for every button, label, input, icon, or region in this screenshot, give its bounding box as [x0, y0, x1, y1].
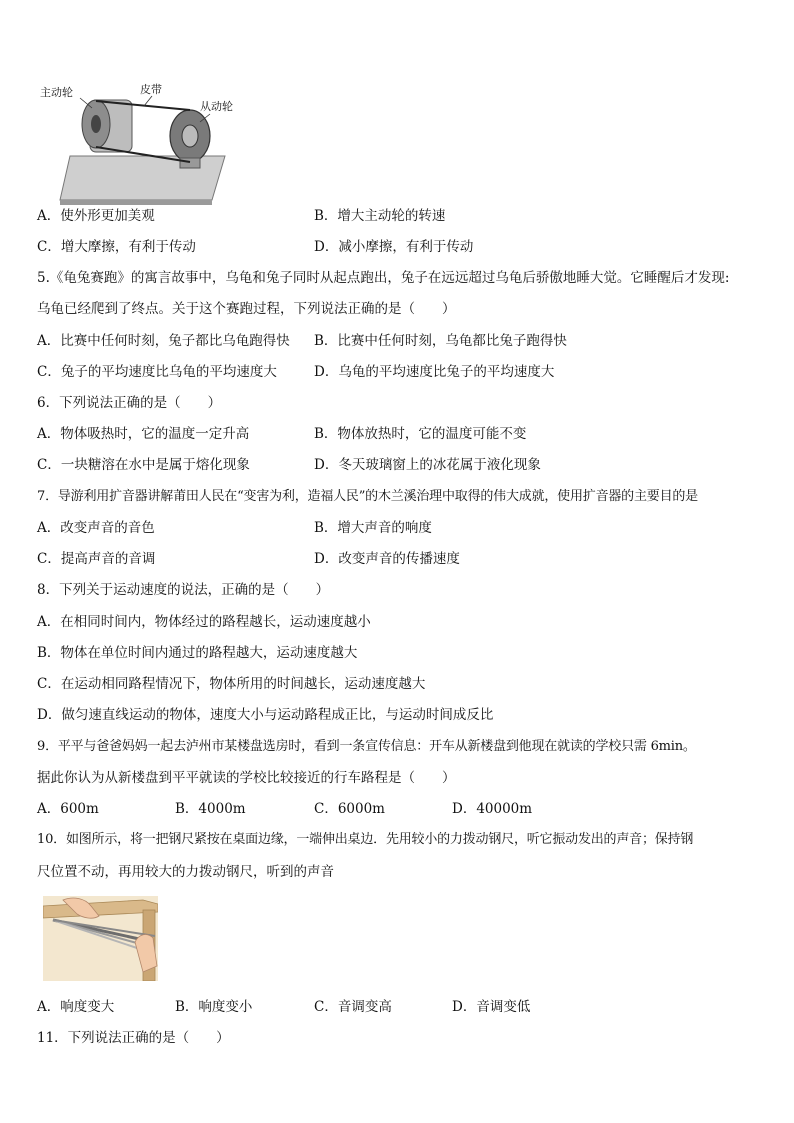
- q7-stem: 7．导游利用扩音器讲解莆田人民在“变害为利，造福人民”的木兰溪治理中取得的伟大成就，使用扩音器的主要目的是: [37, 489, 698, 504]
- q4-option-d: D．减小摩擦，有利于传动: [314, 239, 474, 255]
- q6-option-a: A．物体吸热时，它的温度一定升高: [37, 426, 250, 442]
- q5-stem-line1: 5.《龟兔赛跑》的寓言故事中，乌龟和兔子同时从起点跑出，兔子在远远超过乌龟后骄傲地睡大觉。它睡醒后才发现:: [37, 270, 730, 286]
- q5-option-d: D．乌龟的平均速度比兔子的平均速度大: [314, 364, 555, 380]
- q5-option-b: B．比赛中任何时刻，乌龟都比兔子跑得快: [314, 333, 567, 349]
- q8-stem: 8．下列关于运动速度的说法，正确的是（ ）: [37, 582, 330, 598]
- q4-option-b: B．增大主动轮的转速: [314, 208, 446, 224]
- q10-option-c: C．音调变高: [314, 999, 392, 1015]
- q7-option-c: C．提高声音的音调: [37, 551, 156, 567]
- q6-stem: 6．下列说法正确的是（ ）: [37, 395, 222, 411]
- label-belt: 皮带: [140, 83, 162, 96]
- q5-stem-line2: 乌龟已经爬到了终点。关于这个赛跑过程，下列说法正确的是（ ）: [37, 301, 456, 317]
- q8-option-a: A．在相同时间内，物体经过的路程越长，运动速度越小: [37, 614, 371, 630]
- q7-option-d: D．改变声音的传播速度: [314, 551, 460, 567]
- q9-option-c: C．6000m: [314, 801, 385, 817]
- q10-option-b: B．响度变小: [175, 999, 253, 1015]
- q5-option-c: C．兔子的平均速度比乌龟的平均速度大: [37, 364, 277, 380]
- q7-option-b: B．增大声音的响度: [314, 520, 432, 536]
- q11-stem: 11．下列说法正确的是（ ）: [37, 1030, 230, 1046]
- ruler-on-table-figure: [43, 896, 158, 981]
- q9-option-b: B．4000m: [175, 801, 246, 817]
- q6-option-b: B．物体放热时，它的温度可能不变: [314, 426, 527, 442]
- q7-option-a: A．改变声音的音色: [37, 520, 155, 536]
- q8-option-c: C．在运动相同路程情况下，物体所用的时间越长，运动速度越大: [37, 676, 426, 692]
- label-driver-wheel: 主动轮: [40, 86, 73, 99]
- q8-option-b: B．物体在单位时间内通过的路程越大，运动速度越大: [37, 645, 358, 661]
- q10-option-a: A．响度变大: [37, 999, 115, 1015]
- label-driven-wheel: 从动轮: [200, 100, 233, 113]
- belt-drive-figure: [40, 78, 240, 208]
- q4-option-a: A．使外形更加美观: [37, 208, 155, 224]
- q9-stem-line2: 据此你认为从新楼盘到平平就读的学校比较接近的行车路程是（ ）: [37, 770, 456, 786]
- q8-option-d: D．做匀速直线运动的物体，速度大小与运动路程成正比，与运动时间成反比: [37, 707, 494, 723]
- q6-option-d: D．冬天玻璃窗上的冰花属于液化现象: [314, 457, 541, 473]
- q9-option-a: A．600m: [37, 801, 99, 817]
- q6-option-c: C．一块糖溶在水中是属于熔化现象: [37, 457, 250, 473]
- q9-stem-line1: 9．平平与爸爸妈妈一起去泸州市某楼盘选房时，看到一条宣传信息：开车从新楼盘到他现在就读的学校只需 6min。: [37, 739, 696, 754]
- q10-option-d: D．音调变低: [452, 999, 531, 1015]
- q5-option-a: A．比赛中任何时刻，兔子都比乌龟跑得快: [37, 333, 290, 349]
- q9-option-d: D．40000m: [452, 801, 533, 817]
- q10-stem-line1: 10．如图所示，将一把钢尺紧按在桌面边缘，一端伸出桌边．先用较小的力拨动钢尺，听它振动发出的声音；保持钢: [37, 832, 694, 847]
- q4-option-c: C．增大摩擦，有利于传动: [37, 239, 196, 255]
- q10-stem-line2: 尺位置不动，再用较大的力拨动钢尺，听到的声音: [37, 864, 334, 880]
